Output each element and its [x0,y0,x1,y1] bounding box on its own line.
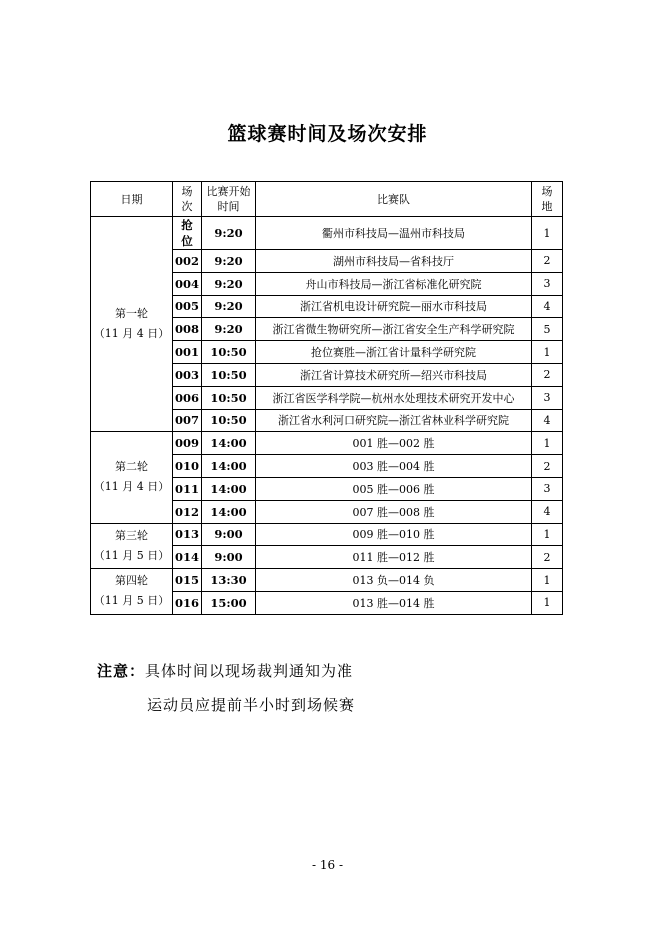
match-code: 012 [173,500,202,523]
match-code: 016 [173,591,202,614]
court: 1 [532,523,563,546]
header-match: 场次 [173,182,202,217]
teams: 舟山市科技局—浙江省标准化研究院 [256,272,532,295]
court: 1 [532,217,563,250]
round-cell [91,432,173,523]
match-code: 008 [173,318,202,341]
start-time: 10:50 [202,363,256,386]
teams: 011 胜—012 胜 [256,546,532,569]
header-date: 日期 [91,182,173,217]
start-time: 9:20 [202,295,256,318]
court: 4 [532,500,563,523]
court: 1 [532,432,563,455]
teams: 001 胜—002 胜 [256,432,532,455]
court: 4 [532,295,563,318]
round-cell [91,569,173,615]
header-start-time: 比赛开始时间 [202,182,256,217]
start-time: 14:00 [202,477,256,500]
round-cell [91,523,173,569]
start-time: 14:00 [202,455,256,478]
page-title: 篮球赛时间及场次安排 [227,123,428,145]
court: 3 [532,477,563,500]
table-row [91,569,563,592]
court: 2 [532,455,563,478]
round-name: 第四轮 [115,574,148,588]
teams: 013 负—014 负 [256,569,532,592]
table-row [91,523,563,546]
note-label: 注意： [97,662,146,680]
note-text-2: 运动员应提前半小时到场候赛 [147,696,356,714]
teams: 浙江省微生物研究所—浙江省安全生产科学研究院 [256,318,532,341]
court: 2 [532,546,563,569]
match-code: 007 [173,409,202,432]
table-row [91,217,563,250]
teams: 浙江省计算技术研究所—绍兴市科技局 [256,363,532,386]
round-date: （11 月 4 日） [93,480,170,494]
teams: 抢位赛胜—浙江省计量科学研究院 [256,341,532,364]
court: 2 [532,250,563,273]
match-code: 014 [173,546,202,569]
match-code: 006 [173,386,202,409]
start-time: 15:00 [202,591,256,614]
court: 3 [532,272,563,295]
start-time: 9:20 [202,272,256,295]
round-date: （11 月 4 日） [93,327,170,341]
match-code: 009 [173,432,202,455]
round-date: （11 月 5 日） [93,548,170,562]
start-time: 10:50 [202,386,256,409]
court: 1 [532,591,563,614]
start-time: 10:50 [202,341,256,364]
teams: 浙江省医学科学院—杭州水处理技术研究开发中心 [256,386,532,409]
teams: 衢州市科技局—温州市科技局 [256,217,532,250]
court: 5 [532,318,563,341]
teams: 013 胜—014 胜 [256,591,532,614]
teams: 005 胜—006 胜 [256,477,532,500]
court: 3 [532,386,563,409]
note-text-1: 具体时间以现场裁判通知为准 [145,662,354,680]
start-time: 9:00 [202,546,256,569]
header-court: 场地 [532,182,563,217]
start-time: 13:30 [202,569,256,592]
header-teams: 比赛队 [256,182,532,217]
match-code: 010 [173,455,202,478]
round-date: （11 月 5 日） [93,594,170,608]
start-time: 9:20 [202,217,256,250]
note-line-1 [97,660,353,681]
match-code: 013 [173,523,202,546]
court: 4 [532,409,563,432]
teams: 浙江省水利河口研究院—浙江省林业科学研究院 [256,409,532,432]
match-code: 001 [173,341,202,364]
teams: 009 胜—010 胜 [256,523,532,546]
start-time: 14:00 [202,432,256,455]
table-header-row [91,182,563,217]
start-time: 14:00 [202,500,256,523]
round-cell [91,217,173,432]
page-number: - 16 - [311,858,343,872]
match-code: 005 [173,295,202,318]
schedule-table [90,181,563,615]
teams: 湖州市科技局—省科技厅 [256,250,532,273]
match-code: 抢位 [173,217,202,250]
court: 1 [532,569,563,592]
match-code: 015 [173,569,202,592]
start-time: 10:50 [202,409,256,432]
teams: 007 胜—008 胜 [256,500,532,523]
round-name: 第二轮 [115,460,148,474]
court: 1 [532,341,563,364]
match-code: 011 [173,477,202,500]
start-time: 9:20 [202,250,256,273]
table-row [91,432,563,455]
match-code: 003 [173,363,202,386]
round-name: 第三轮 [115,528,148,542]
teams: 浙江省机电设计研究院—丽水市科技局 [256,295,532,318]
start-time: 9:20 [202,318,256,341]
match-code: 002 [173,250,202,273]
round-name: 第一轮 [115,307,148,321]
start-time: 9:00 [202,523,256,546]
court: 2 [532,363,563,386]
match-code: 004 [173,272,202,295]
teams: 003 胜—004 胜 [256,455,532,478]
